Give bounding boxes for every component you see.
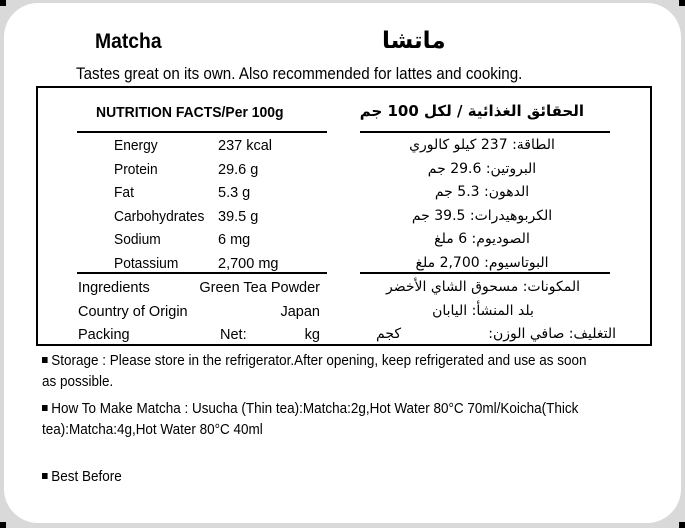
nutrition-row-energy: [114, 138, 272, 154]
nutrient-value: 2,700 mg: [218, 256, 279, 272]
nutrition-row-carbohydrates-ar: الكربوهيدرات: 39.5 جم: [411, 208, 553, 224]
header-divider-en: [77, 131, 327, 133]
nutrient-value: 29.6 g: [218, 162, 259, 178]
corner-mark-bl: [0, 522, 6, 528]
bullet-icon: [42, 473, 48, 479]
nutrition-table: [36, 86, 652, 346]
corner-mark-tr: [679, 0, 685, 6]
nutrition-row-fat-ar: الدهون: 5.3 جم: [434, 184, 530, 200]
origin-value: Japan: [280, 304, 320, 320]
nutrition-row-protein-ar: البروتين: 29.6 جم: [427, 161, 537, 177]
nutrient-label: Potassium: [114, 256, 179, 272]
corner-mark-br: [679, 522, 685, 528]
nutrition-row-potassium: [114, 256, 278, 272]
product-title-ar: ماتشا: [382, 28, 446, 54]
storage-note: [42, 351, 591, 393]
nutrients-divider-en: [77, 272, 327, 274]
nutrition-row-sodium-ar: الصوديوم: 6 ملغ: [434, 231, 530, 247]
nutrient-value: 6 mg: [218, 232, 251, 248]
packing-unit: kg: [304, 327, 320, 343]
nutrient-value: 39.5 g: [218, 209, 259, 225]
origin-label: Country of Origin: [78, 304, 188, 320]
how-to-note: [42, 399, 591, 441]
product-title-en: Matcha: [95, 30, 162, 53]
nutrition-header-en: NUTRITION FACTS/Per 100g: [96, 104, 284, 121]
bullet-icon: [42, 357, 48, 363]
origin-row-ar: بلد المنشأ: اليابان: [432, 303, 534, 319]
corner-mark-tl: [0, 0, 6, 6]
storage-text: Storage : Please store in the refrigerator.After opening, keep refrigerated and use as soon as possible.: [42, 353, 587, 390]
nutrition-row-energy-ar: الطاقة: 237 كيلو كالوري: [409, 137, 555, 153]
nutrients-divider-ar: [360, 272, 610, 274]
nutrient-value: 237 kcal: [218, 138, 273, 154]
how-to-text: How To Make Matcha : Usucha (Thin tea):Matcha:2g,Hot Water 80°C 70ml/Koicha(Thick tea):Matcha:4g,Hot Water 80°C 40ml: [42, 401, 579, 438]
nutrient-value: 5.3 g: [218, 185, 251, 201]
ingredients-label: Ingredients: [78, 280, 150, 296]
nutrient-label: Carbohydrates: [114, 209, 205, 225]
packing-net-label: Net:: [220, 327, 247, 343]
nutrient-label: Fat: [114, 185, 134, 201]
packing-label-ar: التغليف: صافي الوزن:: [488, 326, 616, 342]
best-before-note: [42, 467, 591, 488]
product-tagline: Tastes great on its own. Also recommended for lattes and cooking.: [76, 65, 523, 83]
ingredients-row-ar: المكونات: مسحوق الشاي الأخضر: [385, 279, 580, 295]
nutrition-row-protein: [114, 162, 258, 178]
nutrient-label: Protein: [114, 162, 158, 178]
nutrition-row-carbohydrates: [114, 209, 258, 225]
packing-label: Packing: [78, 327, 130, 343]
nutrient-label: Energy: [114, 138, 158, 154]
nutrient-label: Sodium: [114, 232, 161, 248]
nutrition-row-fat: [114, 185, 250, 201]
ingredients-value: Green Tea Powder: [199, 280, 320, 296]
packing-unit-ar: كجم: [376, 326, 402, 342]
nutrition-row-sodium: [114, 232, 250, 248]
header-divider-ar: [360, 131, 610, 133]
best-before-text: Best Before: [51, 469, 122, 485]
nutrition-row-potassium-ar: البوتاسيوم: 2,700 ملغ: [415, 255, 549, 271]
nutrition-header-ar: الحقائق الغذائية / لكل 100 جم: [359, 102, 584, 120]
bullet-icon: [42, 405, 48, 411]
